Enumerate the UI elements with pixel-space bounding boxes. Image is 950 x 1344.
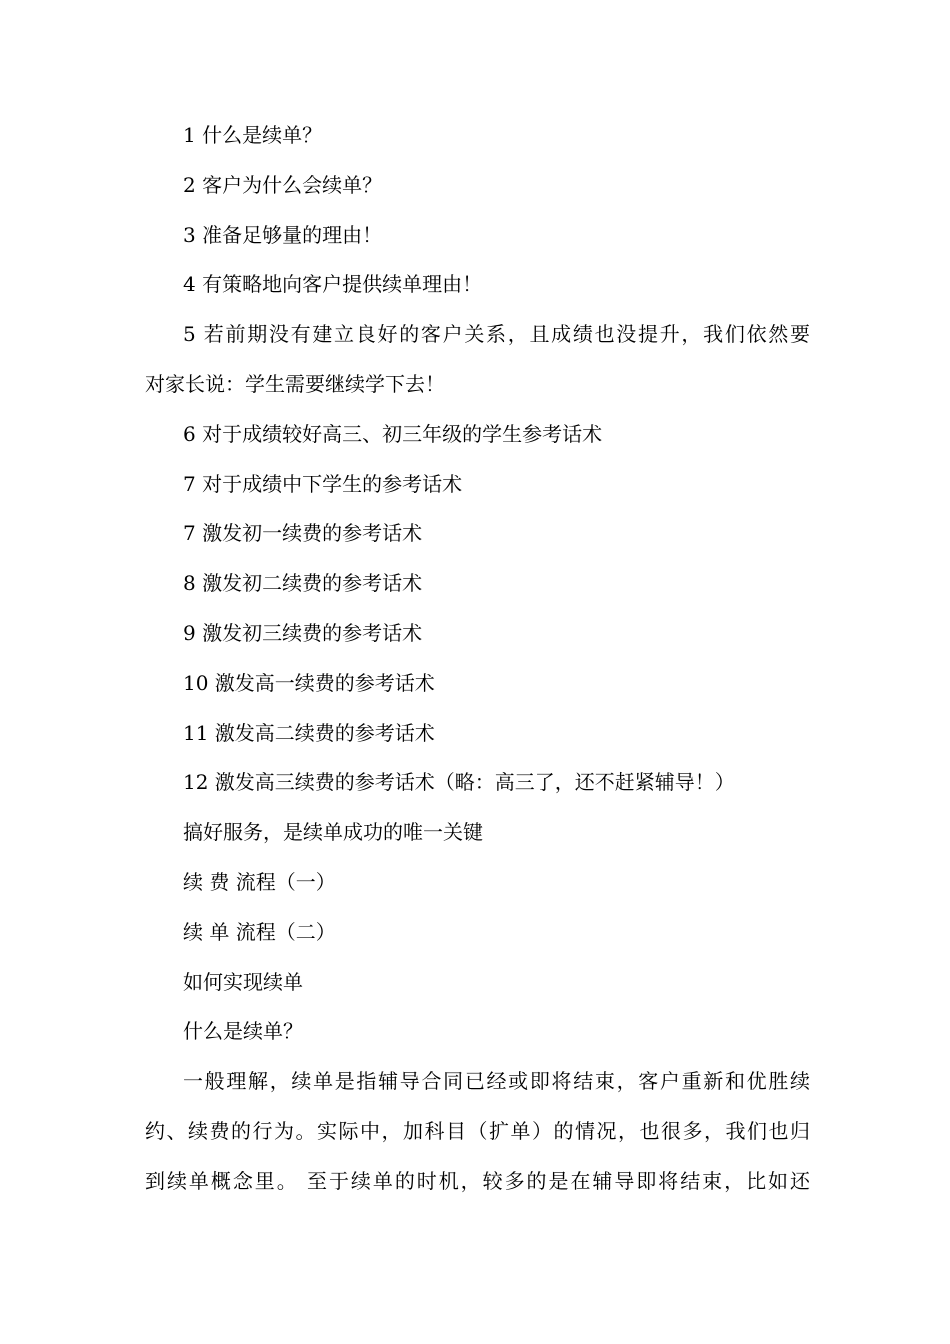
section-renewal-order-process: 续 单 流程（二） xyxy=(183,919,336,944)
section-renewal-fee-process: 续 费 流程（一） xyxy=(183,869,336,894)
toc-item-10: 10 激发高一续费的参考话术 xyxy=(183,670,435,695)
toc-item-11: 11 激发高二续费的参考话术 xyxy=(183,720,435,745)
toc-item-5: 5 若前期没有建立良好的客户关系，且成绩也没提升，我们依然要 xyxy=(183,322,810,347)
toc-item-12: 12 激发高三续费的参考话术（略：高三了，还不赶紧辅导！） xyxy=(183,770,735,795)
toc-item-9: 9 激发初三续费的参考话术 xyxy=(183,620,423,645)
toc-item-4: 4 有策略地向客户提供续单理由！ xyxy=(183,272,483,297)
section-how-to-renew: 如何实现续单 xyxy=(183,969,303,994)
document-body xyxy=(145,111,810,1207)
toc-item-5-continued: 对家长说：学生需要继续学下去！ xyxy=(145,371,445,396)
toc-item-8: 8 激发初二续费的参考话术 xyxy=(183,571,423,596)
body-paragraph-line: 一般理解，续单是指辅导合同已经或即将结束，客户重新和优胜续 xyxy=(183,1069,810,1094)
heading-what-is-renewal: 什么是续单？ xyxy=(183,1019,303,1044)
toc-item-7b: 7 激发初一续费的参考话术 xyxy=(183,521,423,546)
toc-item-1: 1 什么是续单？ xyxy=(183,123,323,147)
body-paragraph-line: 到续单概念里。 至于续单的时机，较多的是在辅导即将结束，比如还 xyxy=(145,1168,810,1193)
toc-item-2: 2 客户为什么会续单？ xyxy=(183,172,383,197)
toc-item-7a: 7 对于成绩中下学生的参考话术 xyxy=(183,471,463,496)
toc-item-3: 3 准备足够量的理由！ xyxy=(183,222,383,247)
section-service: 搞好服务，是续单成功的唯一关键 xyxy=(183,820,483,845)
body-paragraph-line: 约、续费的行为。实际中，加科目（扩单）的情况，也很多，我们也归 xyxy=(145,1118,810,1143)
toc-item-6: 6 对于成绩较好高三、初三年级的学生参考话术 xyxy=(183,421,603,446)
